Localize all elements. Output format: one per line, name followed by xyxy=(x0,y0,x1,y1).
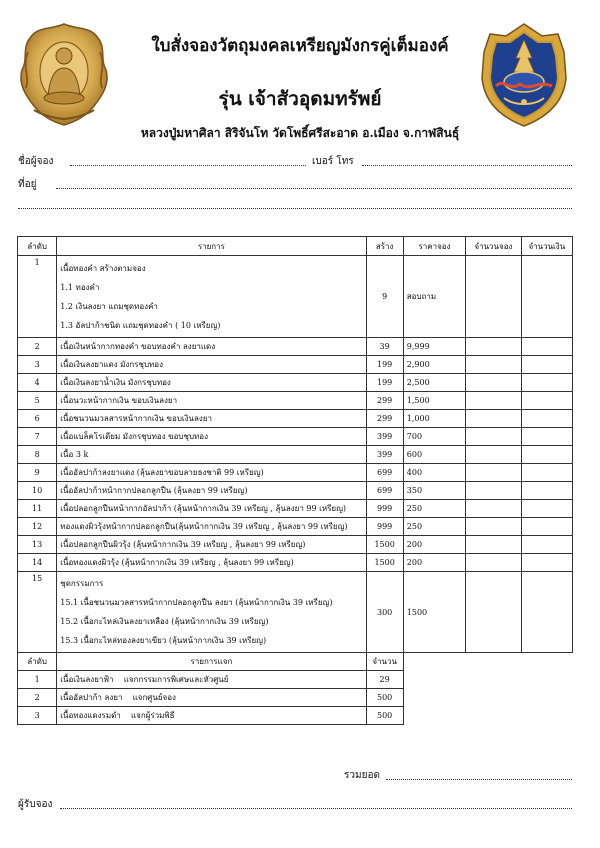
row-qty-input[interactable] xyxy=(466,338,521,356)
give-col-item: รายการแจก xyxy=(57,653,366,671)
row-made: 199 xyxy=(366,356,403,374)
item-title: ทองแดงผิวรุ้งหน้ากากปลอกลูกปืน(ลุ้นหน้ากากเงิน 39 เหรียญ , ลุ้นลงยา 99 เหรียญ) xyxy=(60,522,348,531)
row-made: 199 xyxy=(366,374,403,392)
row-no: 5 xyxy=(18,392,57,410)
row-item xyxy=(57,428,366,446)
row-item xyxy=(57,356,366,374)
row-no: 2 xyxy=(18,338,57,356)
item-title: เนื้อชนวนมวลสารหน้ากากเงิน ขอบเงินลงยา xyxy=(60,414,213,423)
row-total-input[interactable] xyxy=(521,482,572,500)
row-no: 3 xyxy=(18,356,57,374)
address-field-line-1[interactable] xyxy=(56,188,572,189)
item-title: เนื้อเงินลงยาน้ำเงิน มังกรชุบทอง xyxy=(60,378,171,387)
row-item xyxy=(57,572,366,653)
name-label: ชื่อผู้จอง xyxy=(18,156,54,167)
order-row xyxy=(18,374,573,392)
row-made: 299 xyxy=(366,410,403,428)
row-total-input[interactable] xyxy=(521,338,572,356)
row-item xyxy=(57,464,366,482)
order-row xyxy=(18,536,573,554)
row-qty-input[interactable] xyxy=(466,500,521,518)
row-total-input[interactable] xyxy=(521,464,572,482)
row-item xyxy=(57,500,366,518)
give-col-no: ลำดับ xyxy=(18,653,57,671)
row-qty-input[interactable] xyxy=(466,256,521,338)
row-item xyxy=(57,374,366,392)
series-title: รุ่น เจ้าสัวอุดมทรัพย์ xyxy=(218,88,382,110)
phone-field[interactable] xyxy=(362,165,572,166)
row-item xyxy=(57,482,366,500)
give-table-header xyxy=(18,653,573,671)
row-total-input[interactable] xyxy=(521,410,572,428)
row-price: 200 xyxy=(403,536,465,554)
item-title: เนื้อปลอกลูกปืนหน้ากากอัลปาก้า (ลุ้นหน้ากากเงิน 39 เหรียญ , ลุ้นลงยา 99 เหรียญ) xyxy=(60,504,347,513)
row-qty-input[interactable] xyxy=(466,518,521,536)
row-made: 699 xyxy=(366,464,403,482)
row-total-input[interactable] xyxy=(521,256,572,338)
row-no: 7 xyxy=(18,428,57,446)
give-row-no: 2 xyxy=(18,689,57,707)
item-sub: 15.2 เนื้อกะไหล่เงินลงยาเหลือง (ลุ้นหน้ากากเงิน 39 เหรียญ) xyxy=(60,617,269,626)
row-price: 600 xyxy=(403,446,465,464)
give-row-item xyxy=(57,671,366,689)
row-price: 700 xyxy=(403,428,465,446)
item-title: เนื้อปลอกลูกปืนผิวรุ้ง (ลุ้นหน้ากากเงิน 39 เหรียญ , ลุ้นลงยา 99 เหรียญ) xyxy=(60,540,306,549)
row-price: 250 xyxy=(403,518,465,536)
col-header-item: รายการ xyxy=(57,237,366,256)
row-made: 999 xyxy=(366,500,403,518)
give-row xyxy=(18,671,573,689)
row-no: 11 xyxy=(18,500,57,518)
order-row xyxy=(18,482,573,500)
temple-subtitle: หลวงปู่มหาศิลา สิริจันโท วัดโพธิ์ศรีสะอาด อ.เมือง จ.กาฬสินธุ์ xyxy=(140,126,460,140)
item-title: เนื้อ 3 k xyxy=(60,450,89,459)
item-title: เนื้อแบล็คโรเดียม มังกรชุบทอง ขอบชุบทอง xyxy=(60,432,209,441)
row-total-input[interactable] xyxy=(521,392,572,410)
item-sub: 15.1 เนื้อชนวนมวลสารหน้ากากปลอกลูกปืน ลงยา (ลุ้นหน้ากากเงิน 39 เหรียญ) xyxy=(60,598,333,607)
row-made: 39 xyxy=(366,338,403,356)
give-item-title: เนื้อเงินลงยาฟ้า xyxy=(60,675,114,684)
row-made: 1500 xyxy=(366,554,403,572)
item-title: เนื้อเงินลงยาแดง มังกรชุบทอง xyxy=(60,360,163,369)
give-row-item xyxy=(57,689,366,707)
give-item-note: แจกศูนย์จอง xyxy=(132,693,176,702)
order-row xyxy=(18,464,573,482)
row-price: 1,000 xyxy=(403,410,465,428)
give-item-note: แจกกรรมการพิเศษและหัวศูนย์ xyxy=(123,675,229,684)
col-header-price: ราคาจอง xyxy=(403,237,465,256)
row-no: 14 xyxy=(18,554,57,572)
row-no: 4 xyxy=(18,374,57,392)
row-no: 8 xyxy=(18,446,57,464)
item-title: ชุดกรรมการ xyxy=(60,579,104,588)
order-table xyxy=(17,236,573,725)
order-row xyxy=(18,356,573,374)
give-item-note: แจกผู้ร่วมพิธี xyxy=(130,711,175,720)
row-price: 2,500 xyxy=(403,374,465,392)
give-row-no: 3 xyxy=(18,707,57,725)
row-made: 399 xyxy=(366,428,403,446)
item-sub: 1.1 ทองคำ xyxy=(60,282,100,292)
order-row xyxy=(18,572,573,653)
row-price: 350 xyxy=(403,482,465,500)
item-sub: 1.2 เงินลงยา แถมชุดทองคำ xyxy=(60,301,158,311)
row-made: 1500 xyxy=(366,536,403,554)
row-total-input[interactable] xyxy=(521,554,572,572)
row-no: 6 xyxy=(18,410,57,428)
row-total-input[interactable] xyxy=(521,536,572,554)
row-no: 12 xyxy=(18,518,57,536)
row-price: 400 xyxy=(403,464,465,482)
row-price: สอบถาม xyxy=(403,256,465,338)
give-row xyxy=(18,707,573,725)
row-qty-input[interactable] xyxy=(466,464,521,482)
row-total-input[interactable] xyxy=(521,428,572,446)
col-header-total: จำนวนเงิน xyxy=(521,237,572,256)
item-title: เนื้อนวะหน้ากากเงิน ขอบเงินลงยา xyxy=(60,396,178,405)
order-row xyxy=(18,428,573,446)
row-total-input[interactable] xyxy=(521,374,572,392)
order-row xyxy=(18,446,573,464)
order-row xyxy=(18,500,573,518)
row-item xyxy=(57,338,366,356)
give-row-no: 1 xyxy=(18,671,57,689)
row-price: 9,999 xyxy=(403,338,465,356)
row-price: 1,500 xyxy=(403,392,465,410)
row-price: 2,900 xyxy=(403,356,465,374)
form-title: ใบสั่งจองวัตถุมงคลเหรียญมังกรคู่เต็มองค์ xyxy=(151,36,449,56)
row-made: 699 xyxy=(366,482,403,500)
row-total-input[interactable] xyxy=(521,572,572,653)
order-row xyxy=(18,256,573,338)
item-title: เนื้ออัลปาก้าหน้ากากปลอกลูกปืน (ลุ้นลงยา 99 เหรียญ) xyxy=(60,486,248,495)
give-item-title: เนื้ออัลปาก้า ลงยา xyxy=(60,693,123,702)
row-made: 999 xyxy=(366,518,403,536)
receiver-field[interactable] xyxy=(60,808,572,809)
row-item xyxy=(57,256,366,338)
receiver-label: ผู้รับจอง xyxy=(18,799,53,810)
item-title: เนื้อทองคำ สร้างตามจอง xyxy=(60,263,146,273)
order-row xyxy=(18,410,573,428)
row-qty-input[interactable] xyxy=(466,482,521,500)
col-header-no: ลำดับ xyxy=(18,237,57,256)
address-field-line-2[interactable] xyxy=(18,208,572,209)
row-total-input[interactable] xyxy=(521,500,572,518)
row-item xyxy=(57,536,366,554)
row-total-input[interactable] xyxy=(521,446,572,464)
order-row xyxy=(18,392,573,410)
row-no: 10 xyxy=(18,482,57,500)
row-qty-input[interactable] xyxy=(466,428,521,446)
give-row-qty: 29 xyxy=(366,671,403,689)
row-price: 1500 xyxy=(403,572,465,653)
row-price: 250 xyxy=(403,500,465,518)
row-no: 13 xyxy=(18,536,57,554)
row-item xyxy=(57,554,366,572)
row-qty-input[interactable] xyxy=(466,356,521,374)
name-field[interactable] xyxy=(70,165,306,166)
order-row xyxy=(18,554,573,572)
give-row-item xyxy=(57,707,366,725)
row-qty-input[interactable] xyxy=(466,392,521,410)
give-item-title: เนื้อทองแดงรมดำ xyxy=(60,711,121,720)
item-sub: 1.3 อัลปาก้าชนิด แถมชุดทองคำ ( 10 เหรียญ) xyxy=(60,320,221,330)
row-no: 1 xyxy=(18,256,57,338)
give-row-qty: 500 xyxy=(366,707,403,725)
item-title: เนื้อทองแดงผิวรุ้ง (ลุ้นหน้ากากเงิน 39 เหรียญ , ลุ้นลงยา 99 เหรียญ) xyxy=(60,558,294,567)
row-no: 9 xyxy=(18,464,57,482)
give-row-qty: 500 xyxy=(366,689,403,707)
give-col-qty: จำนวน xyxy=(366,653,403,671)
order-row xyxy=(18,338,573,356)
item-title: เนื้อเงินหน้ากากทองคำ ขอบทองคำ ลงยาแดง xyxy=(60,342,216,351)
row-total-input[interactable] xyxy=(521,518,572,536)
give-row xyxy=(18,689,573,707)
total-label: รวมยอด xyxy=(344,770,380,781)
row-made: 399 xyxy=(366,446,403,464)
col-header-made: สร้าง xyxy=(366,237,403,256)
row-total-input[interactable] xyxy=(521,356,572,374)
order-table-header xyxy=(18,237,573,256)
row-qty-input[interactable] xyxy=(466,410,521,428)
row-made: 299 xyxy=(366,392,403,410)
item-title: เนื้ออัลปาก้าลงยาแดง (ลุ้นลงยาขอบลายธงชาติ 99 เหรียญ) xyxy=(60,468,264,477)
row-item xyxy=(57,446,366,464)
row-no: 15 xyxy=(18,572,57,653)
address-label: ที่อยู่ xyxy=(18,179,37,190)
col-header-qty: จำนวนจอง xyxy=(466,237,521,256)
total-field[interactable] xyxy=(386,779,572,780)
row-item xyxy=(57,392,366,410)
row-qty-input[interactable] xyxy=(466,572,521,653)
row-qty-input[interactable] xyxy=(466,374,521,392)
phone-label: เบอร์ โทร xyxy=(312,156,354,167)
row-made: 9 xyxy=(366,256,403,338)
row-qty-input[interactable] xyxy=(466,536,521,554)
row-item xyxy=(57,518,366,536)
order-row xyxy=(18,518,573,536)
item-sub: 15.3 เนื้อกะไหล่ทองลงยาเขียว (ลุ้นหน้ากากเงิน 39 เหรียญ) xyxy=(60,636,267,645)
row-made: 300 xyxy=(366,572,403,653)
row-item xyxy=(57,410,366,428)
row-qty-input[interactable] xyxy=(466,554,521,572)
row-price: 200 xyxy=(403,554,465,572)
row-qty-input[interactable] xyxy=(466,446,521,464)
